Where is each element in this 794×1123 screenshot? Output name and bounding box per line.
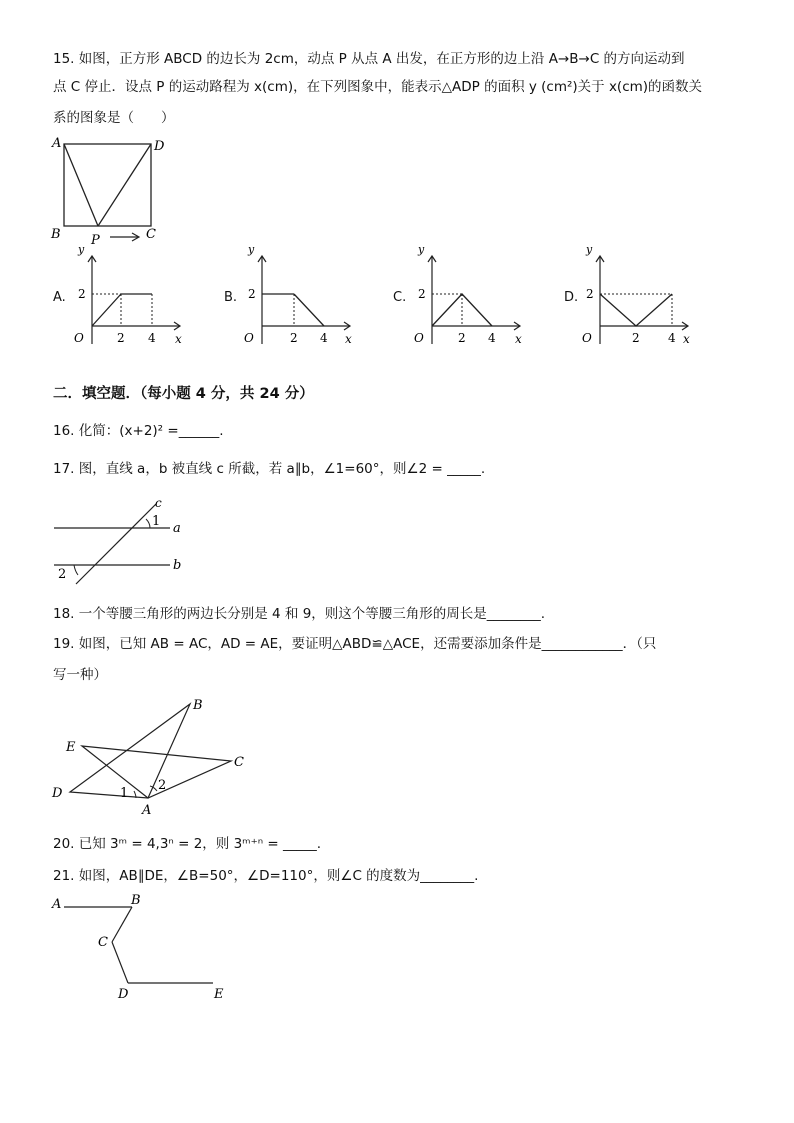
option-c-label: C.: [393, 290, 407, 305]
x-tick-2: 2: [117, 331, 125, 345]
svg-text:x: x: [683, 332, 690, 346]
svg-text:a: a: [173, 521, 181, 536]
option-b-label: B.: [224, 290, 238, 305]
svg-text:1: 1: [152, 514, 161, 529]
svg-text:D: D: [118, 987, 129, 1002]
square-abcd-figure: [48, 134, 178, 246]
parallel-angle-figure: [48, 890, 248, 1002]
svg-text:2: 2: [58, 567, 67, 582]
line-c: [76, 504, 156, 584]
svg-text:E: E: [66, 740, 76, 755]
q17-text: 17. 图，直线 a，b 被直线 c 所截，若 a∥b，∠1=60°，则∠2 = _____.: [53, 461, 486, 477]
svg-text:A: A: [142, 803, 152, 818]
angle-2-arc: [74, 565, 78, 575]
svg-text:2: 2: [458, 331, 466, 345]
svg-text:x: x: [345, 332, 352, 346]
square-outline: [64, 144, 151, 226]
svg-text:y: y: [248, 244, 255, 256]
svg-text:c: c: [155, 496, 162, 510]
function-curve: [92, 294, 152, 326]
label-p: P: [91, 233, 100, 246]
svg-text:A: A: [52, 897, 62, 912]
svg-text:B: B: [131, 893, 141, 908]
label-d: D: [154, 139, 165, 154]
q21-text: 21. 如图，AB∥DE，∠B=50°，∠D=110°，则∠C 的度数为________.: [53, 868, 479, 884]
origin-label: O: [74, 331, 84, 345]
svg-text:y: y: [418, 244, 425, 256]
q19-line-1: 19. 如图，已知 AB = AC，AD = AE，要证明△ABD≌△ACE，还需要添加条件是____________．（只: [53, 636, 657, 652]
x-tick-4: 4: [148, 331, 156, 345]
function-curve-down: [294, 294, 324, 326]
y-label: y: [78, 244, 85, 256]
parallel-lines-figure: [48, 492, 198, 588]
q15-line-2: 点 C 停止．设点 P 的运动路程为 x(cm)，在下列图象中，能表示△ADP 的面积 y (cm²)关于 x(cm)的函数关: [53, 79, 703, 95]
svg-text:C: C: [234, 755, 244, 770]
segment-dp: [98, 144, 151, 226]
option-b-graph: [238, 244, 363, 350]
function-curve: [600, 294, 672, 326]
svg-text:y: y: [586, 244, 593, 256]
svg-text:C: C: [98, 935, 108, 950]
svg-text:b: b: [173, 558, 182, 573]
y-tick-2: 2: [78, 287, 86, 301]
q18-text: 18. 一个等腰三角形的两边长分别是 4 和 9，则这个等腰三角形的周长是________.: [53, 606, 546, 622]
section-heading: 二．填空题．（每小题 4 分，共 24 分）: [53, 386, 314, 402]
option-d-graph: [576, 244, 701, 350]
q15-line-3: 系的图象是（ ）: [53, 110, 175, 126]
x-label: x: [175, 332, 182, 346]
label-c: C: [146, 227, 156, 242]
q20-text: 20. 已知 3ᵐ = 4,3ⁿ = 2，则 3ᵐ⁺ⁿ = _____.: [53, 836, 322, 852]
segment-cd: [112, 942, 128, 983]
option-c-graph: [408, 244, 533, 350]
q19-line-2: 写一种）: [53, 667, 107, 683]
svg-text:x: x: [515, 332, 522, 346]
svg-text:O: O: [582, 331, 592, 345]
option-d-label: D.: [564, 290, 579, 305]
label-b: B: [51, 227, 61, 242]
svg-text:2: 2: [158, 778, 167, 793]
svg-text:4: 4: [488, 331, 496, 345]
svg-text:4: 4: [320, 331, 328, 345]
svg-text:O: O: [244, 331, 254, 345]
svg-text:2: 2: [418, 287, 426, 301]
svg-text:4: 4: [668, 331, 676, 345]
segment-ap: [64, 144, 98, 226]
svg-text:2: 2: [290, 331, 298, 345]
option-a-label: A.: [53, 290, 66, 305]
q16-text: 16. 化简：(x+2)² =______.: [53, 423, 224, 439]
q15-line-1: 15. 如图，正方形 ABCD 的边长为 2cm，动点 P 从点 A 出发，在正方形的边上沿 A→B→C 的方向运动到: [53, 51, 685, 67]
svg-text:2: 2: [586, 287, 594, 301]
svg-text:2: 2: [632, 331, 640, 345]
svg-text:B: B: [193, 698, 203, 713]
svg-text:D: D: [52, 786, 63, 801]
svg-text:O: O: [414, 331, 424, 345]
label-a: A: [52, 136, 62, 151]
segment-bc: [112, 907, 132, 942]
svg-text:1: 1: [120, 786, 129, 801]
angle-1-arc: [146, 519, 150, 528]
svg-text:2: 2: [248, 287, 256, 301]
triangles-figure: [48, 694, 258, 820]
option-a-graph: [68, 244, 193, 350]
svg-text:E: E: [214, 987, 224, 1002]
